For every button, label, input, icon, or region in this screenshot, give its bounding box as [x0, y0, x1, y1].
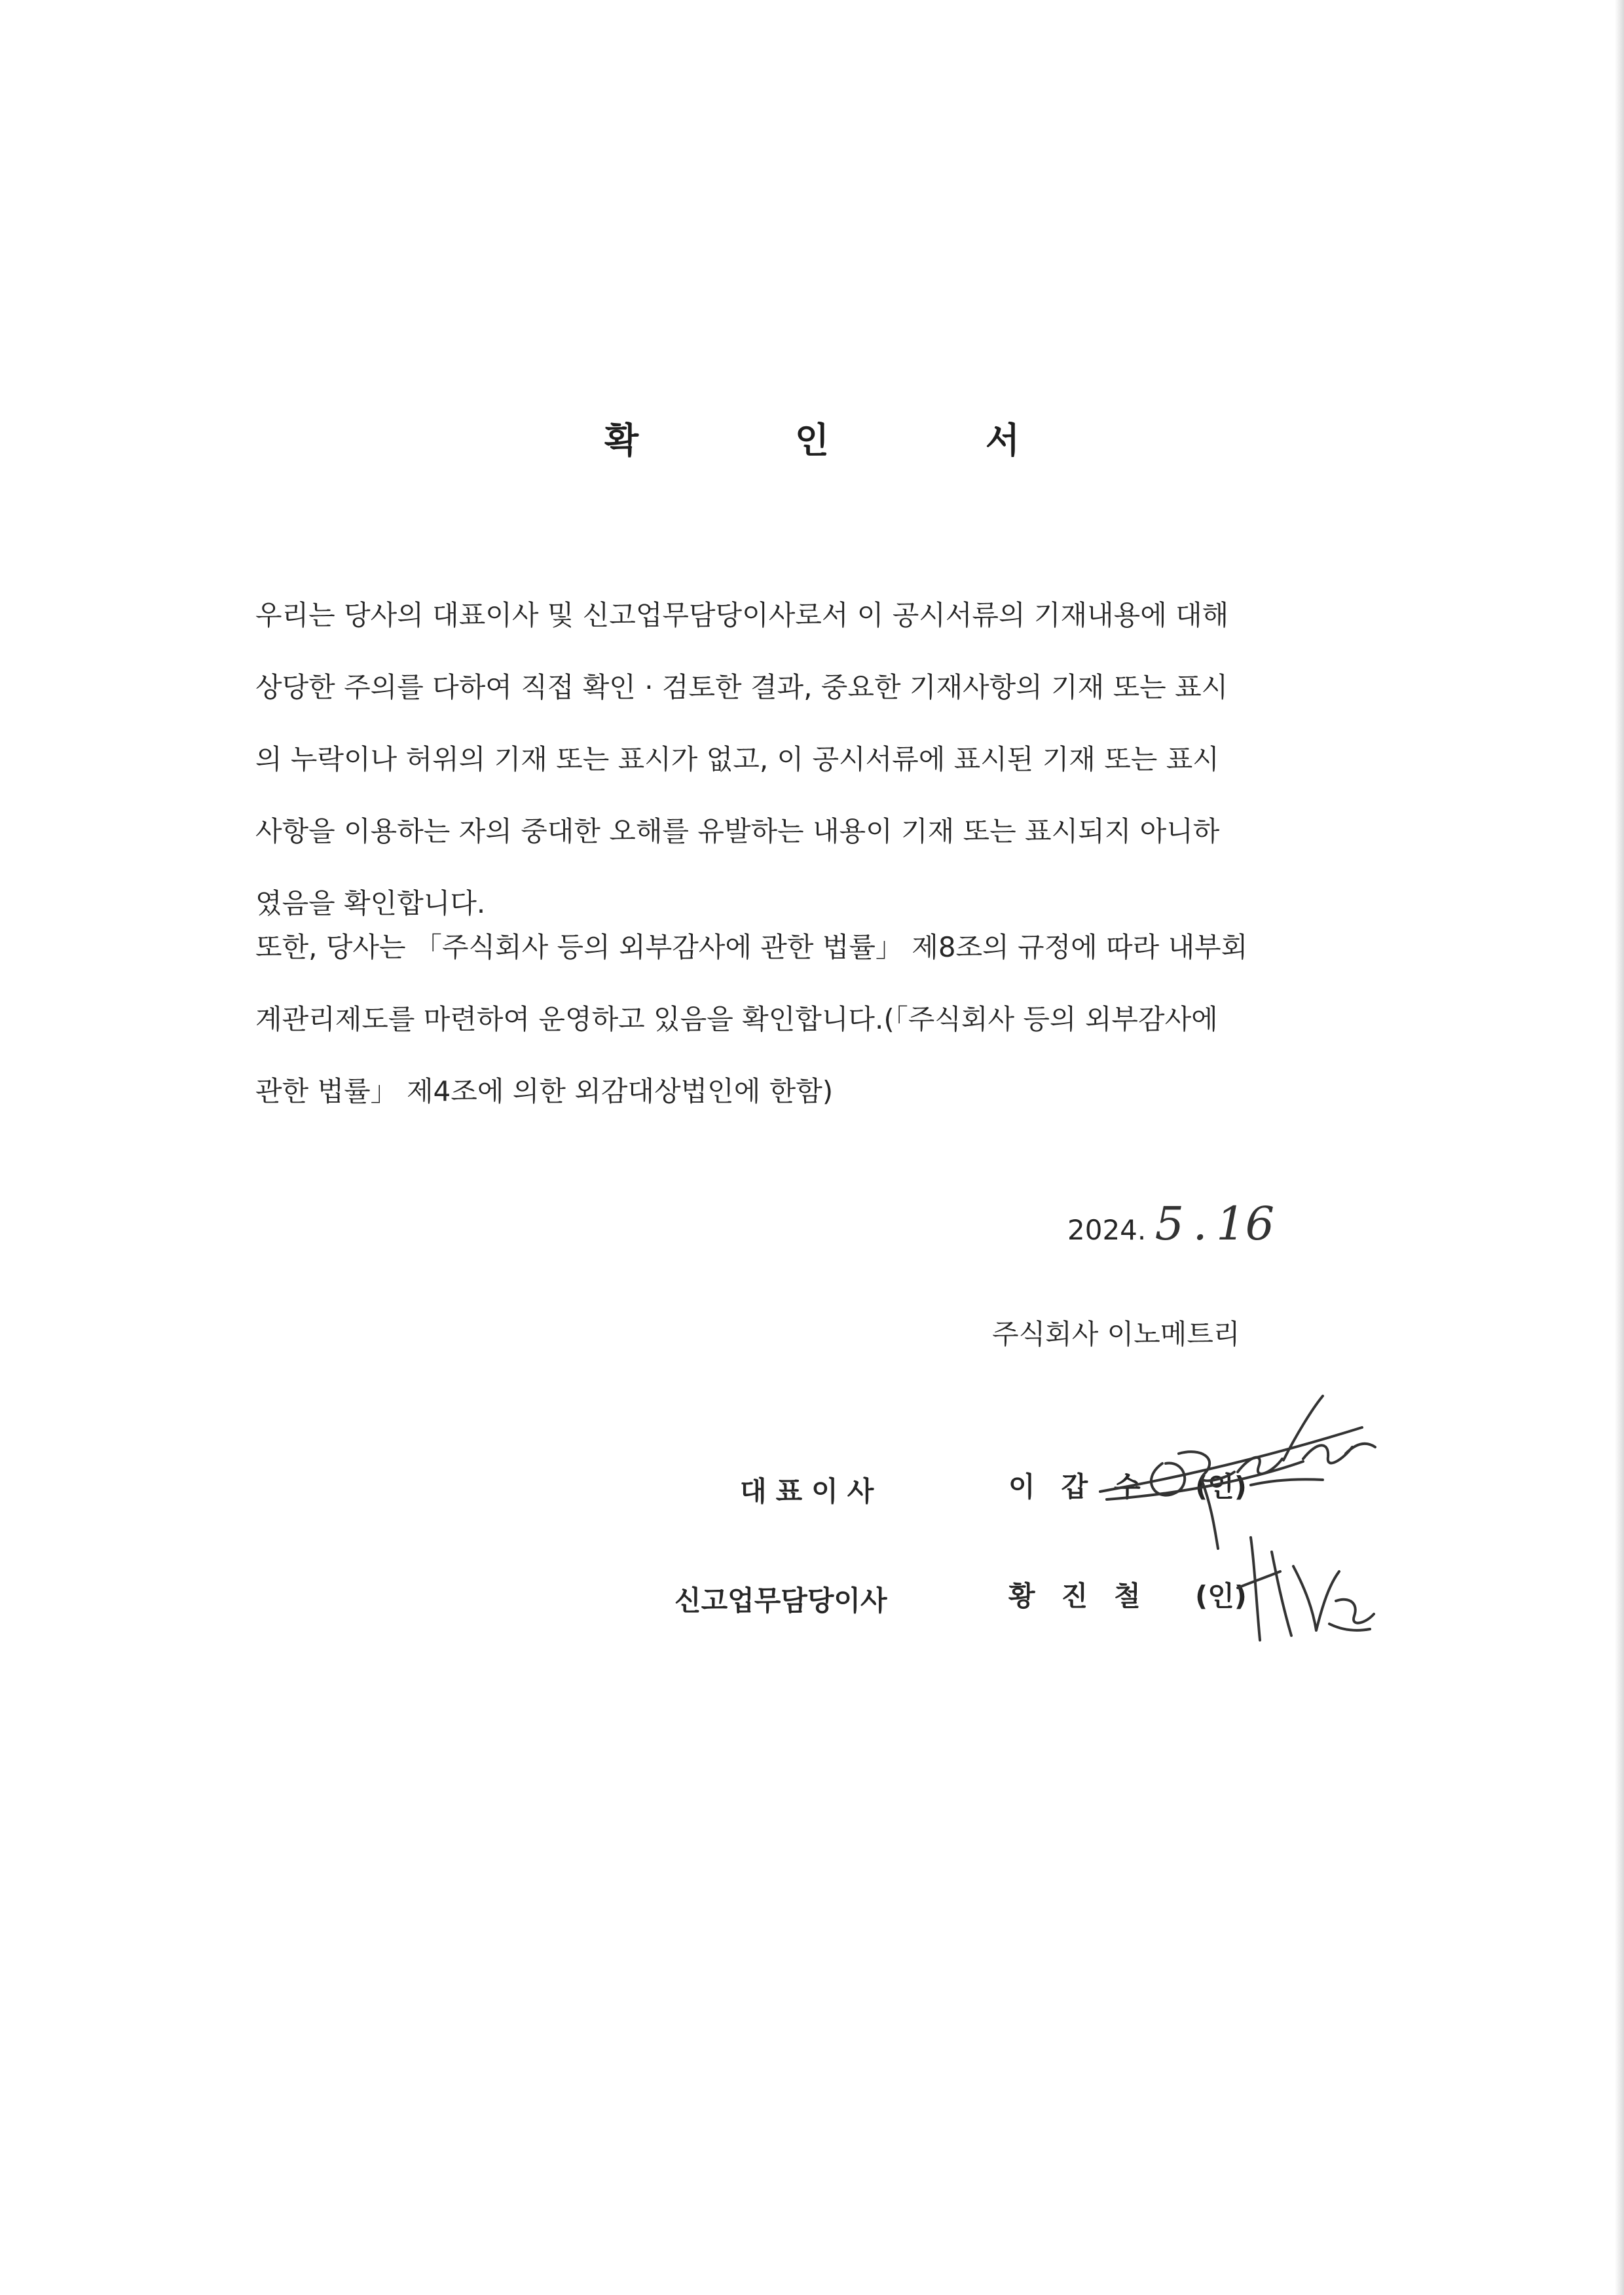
paragraph-line: 계관리제도를 마련하여 운영하고 있음을 확인합니다.(「주식회사 등의 외부감사에: [255, 1003, 1218, 1035]
paragraph-line: 관한 법률」 제4조에 의한 외감대상법인에 한함): [255, 1075, 834, 1107]
scan-edge: [1615, 0, 1624, 2295]
paragraph-line: 였음을 확인합니다.: [255, 887, 486, 919]
seal-mark-reporting-officer: (인): [1195, 1580, 1247, 1612]
paragraph-line: 우리는 당사의 대표이사 및 신고업무담당이사로서 이 공시서류의 기재내용에 대해: [255, 599, 1229, 631]
document-title: 확 인 서: [604, 420, 1092, 461]
signature-reporting-officer: [1231, 1526, 1382, 1650]
paragraph-line: 사항을 이용하는 자의 중대한 오해를 유발하는 내용이 기재 또는 표시되지 아니하: [255, 815, 1220, 847]
seal-mark-ceo: (인): [1195, 1471, 1247, 1503]
paragraph-line: 의 누락이나 허위의 기재 또는 표시가 없고, 이 공시서류에 표시된 기재 또는 표시: [255, 743, 1219, 775]
date-separator: .: [1192, 1197, 1208, 1251]
company-name: 주식회사 이노메트리: [992, 1318, 1240, 1350]
date-month-handwritten: 5: [1154, 1197, 1185, 1251]
date-year: 2024.: [1067, 1214, 1147, 1246]
role-reporting-officer: 신고업무담당이사: [674, 1585, 887, 1617]
paragraph-line: 또한, 당사는 「주식회사 등의 외부감사에 관한 법률」 제8조의 규정에 따라 내부회: [255, 931, 1248, 963]
name-reporting-officer: 황진철: [1008, 1580, 1167, 1612]
paragraph-line: 상당한 주의를 다하여 직접 확인 · 검토한 결과, 중요한 기재사항의 기재 또는 표시: [255, 671, 1228, 703]
confirmation-paragraph: [255, 579, 1369, 940]
name-ceo: 이갑수: [1008, 1471, 1167, 1503]
document-date: [1067, 1197, 1274, 1249]
role-ceo: 대표이사: [740, 1475, 883, 1507]
internal-control-paragraph: [255, 911, 1369, 1128]
date-day-handwritten: 16: [1216, 1197, 1275, 1251]
